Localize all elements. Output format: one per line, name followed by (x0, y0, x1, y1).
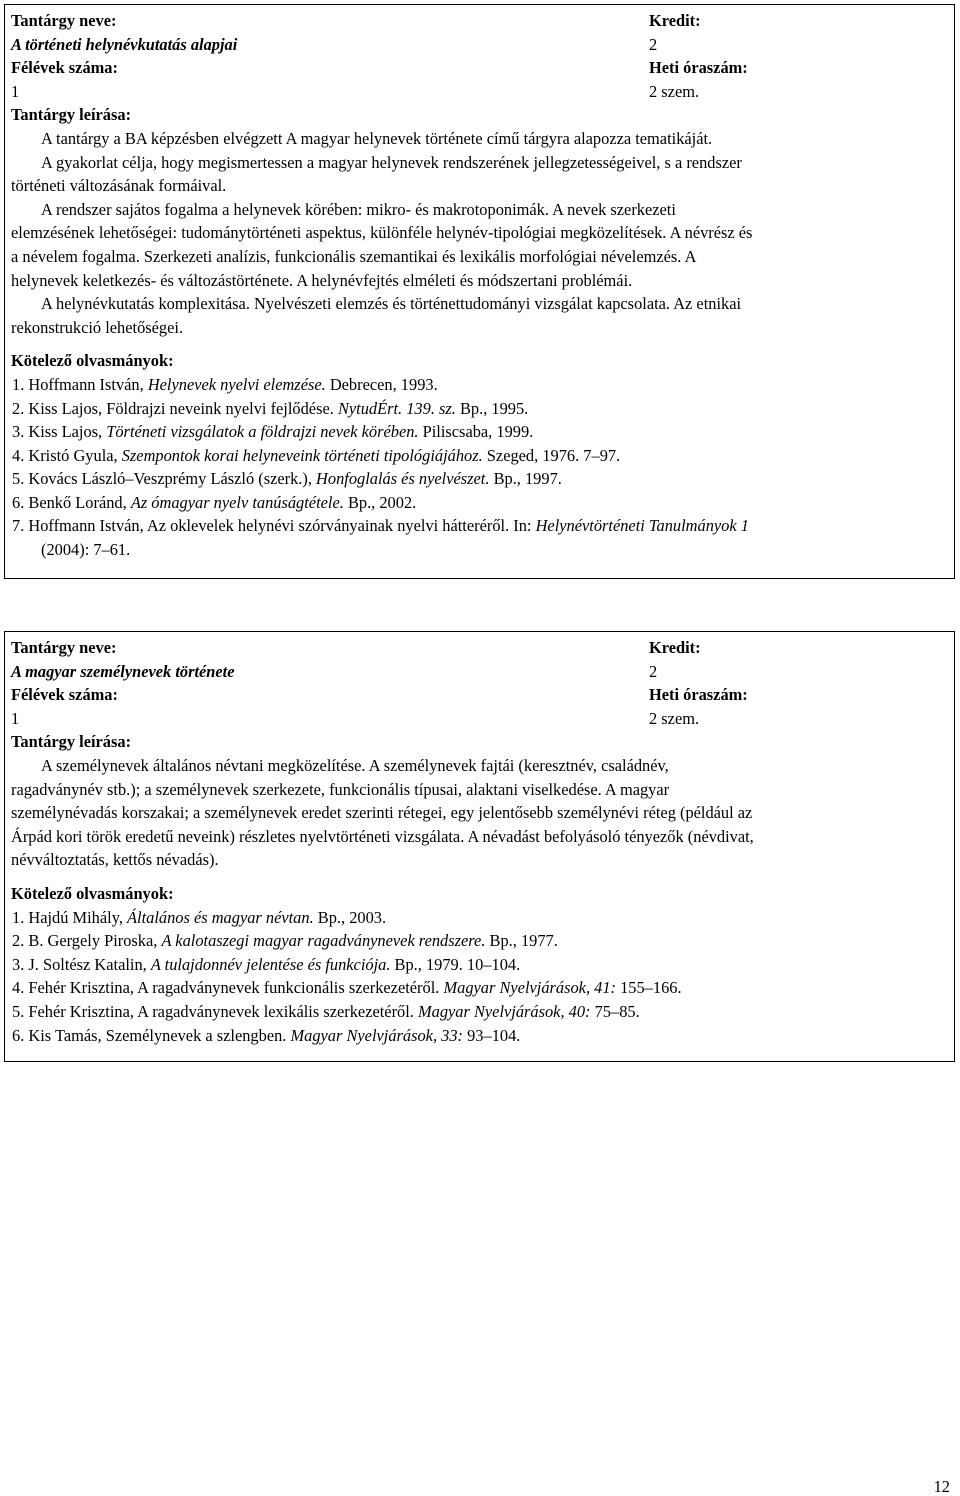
readings-label: Kötelező olvasmányok: (11, 351, 174, 371)
reading-item (11, 514, 948, 538)
reading-text: Szeged, 1976. 7–97. (482, 445, 621, 465)
reading-text: 3. Kiss Lajos, (12, 422, 107, 442)
reading-text: 1. Hoffmann István, (12, 374, 148, 394)
semester-label: Félévek száma: (11, 685, 118, 705)
description-line: Árpád kori török eredetű neveink) részletes nyelvtörténeti vizsgálata. A névadást befolyásoló tényezők (névdivat, (11, 826, 754, 846)
description-label: Tantárgy leírása: (11, 105, 132, 125)
reading-item (11, 976, 948, 1000)
reading-item (11, 420, 948, 444)
reading-text: Bp., 2002. (343, 492, 417, 512)
hours-value: 2 szem. (649, 708, 700, 728)
reading-text: (2004): 7–61. (41, 540, 131, 560)
readings-label: Kötelező olvasmányok: (11, 883, 174, 903)
course-name-label: Tantárgy neve: (11, 11, 117, 30)
description-line: elemzésének lehetőségei: tudománytörténeti aspektus, különféle helynév-tipológiai megközelítések. A névrész és (11, 223, 753, 243)
reading-text: 1. Hajdú Mihály, (12, 907, 128, 927)
course-name: A magyar személynevek története (11, 661, 235, 681)
reading-text: Bp., 1979. 10–104. (390, 954, 521, 974)
reading-item (11, 953, 948, 977)
reading-item (11, 373, 948, 397)
reading-text: Debrecen, 1993. (325, 374, 438, 394)
reading-text: Bp., 1977. (485, 931, 558, 951)
reading-text: 3. J. Soltész Katalin, (12, 954, 151, 974)
reading-title: Általános és magyar névtan. (127, 907, 314, 927)
course-box-2 (4, 631, 955, 1062)
reading-text: 2. Kiss Lajos, Földrajzi neveink nyelvi fejlődése. (12, 398, 338, 418)
hours-label: Heti óraszám: (649, 58, 748, 78)
course-name: A történeti helynévkutatás alapjai (11, 34, 238, 54)
reading-text: 6. Kis Tamás, Személynevek a szlengben. (12, 1025, 291, 1045)
reading-text: Bp., 2003. (313, 907, 387, 927)
credit-column (649, 636, 949, 730)
reading-text: 4. Kristó Gyula, (12, 445, 122, 465)
reading-text: 2. B. Gergely Piroska, (12, 931, 162, 951)
description-line: A rendszer sajátos fogalma a helynevek körében: mikro- és makrotoponimák. A nevek szerkezeti (41, 199, 676, 219)
reading-title: Helynévtörténeti Tanulmányok 1 (535, 516, 749, 536)
description-line: történeti változásának formáival. (11, 176, 227, 196)
reading-text: Piliscsaba, 1999. (418, 422, 534, 442)
semester-value: 1 (11, 81, 20, 101)
reading-title: Helynevek nyelvi elemzése. (147, 374, 326, 394)
reading-text: 93–104. (463, 1025, 521, 1045)
reading-title: A tulajdonnév jelentése és funkciója. (150, 954, 391, 974)
reading-title: NytudÉrt. 139. sz. (337, 398, 456, 418)
reading-title: Magyar Nyelvjárások, 33: (290, 1025, 464, 1045)
description-line: helynevek keletkezés- és változástörténete. A helynévfejtés elméleti és módszertani problémái. (11, 270, 633, 290)
reading-text: Bp., 1997. (489, 469, 562, 489)
readings-list (11, 373, 948, 562)
reading-item (11, 1000, 948, 1024)
description-line: ragadványnév stb.); a személynevek szerkezete, funkcionális típusai, alaktani viselkedése. A magyar (11, 779, 670, 799)
reading-item (11, 906, 948, 930)
credit-label: Kredit: (649, 638, 701, 657)
reading-text: 155–166. (616, 978, 682, 998)
credit-value: 2 (649, 34, 658, 54)
reading-item (11, 538, 948, 562)
description-line: névváltoztatás, kettős névadás). (11, 850, 219, 870)
reading-text: 7. Hoffmann István, Az oklevelek helynévi szórványainak nyelvi hátteréről. In: (12, 516, 536, 536)
description-line: A helynévkutatás komplexitása. Nyelvészeti elemzés és történettudományi vizsgálat kapcsolata. Az etnikai (41, 294, 742, 314)
course-header (11, 636, 948, 730)
reading-title: Szempontok korai helyneveink történeti tipológiájához. (121, 445, 483, 465)
course-box-1 (4, 4, 955, 579)
description-line: rekonstrukció lehetőségei. (11, 317, 184, 337)
reading-title: Magyar Nyelvjárások, 41: (443, 978, 616, 998)
hours-label: Heti óraszám: (649, 685, 748, 705)
reading-text: 5. Fehér Krisztina, A ragadványnevek lexikális szerkezetéről. (12, 1001, 418, 1021)
course-name-label: Tantárgy neve: (11, 638, 117, 657)
description (11, 127, 948, 339)
reading-item (11, 1024, 948, 1048)
reading-text: Bp., 1995. (455, 398, 529, 418)
reading-text: 75–85. (590, 1001, 640, 1021)
description-label: Tantárgy leírása: (11, 732, 132, 752)
reading-title: Honfoglalás és nyelvészet. (316, 469, 490, 489)
credit-value: 2 (649, 661, 658, 681)
description-line: a névelem fogalma. Szerkezeti analízis, funkcionális szemantikai és lexikális morfológiai névelemzés. A (11, 246, 697, 266)
reading-title: Történeti vizsgálatok a földrajzi nevek körében. (106, 422, 419, 442)
reading-text: 5. Kovács László–Veszprémy László (szerk.), (12, 469, 317, 489)
credit-label: Kredit: (649, 11, 701, 30)
readings-list (11, 906, 948, 1048)
credit-column (649, 9, 949, 103)
course-header (11, 9, 948, 103)
reading-item (11, 444, 948, 468)
reading-item (11, 491, 948, 515)
description-line: A tantárgy a BA képzésben elvégzett A magyar helynevek története című tárgyra alapozza tematikáját. (41, 128, 713, 148)
reading-item (11, 397, 948, 421)
reading-text: 6. Benkő Loránd, (12, 492, 131, 512)
semester-label: Félévek száma: (11, 58, 118, 78)
description-line: A személynevek általános névtani megközelítése. A személynevek fajtái (keresztnév, családnév, (41, 755, 669, 775)
hours-value: 2 szem. (649, 81, 700, 101)
reading-title: Az ómagyar nyelv tanúságtétele. (130, 492, 344, 512)
semester-value: 1 (11, 708, 20, 728)
reading-item (11, 467, 948, 491)
reading-item (11, 929, 948, 953)
description-line: A gyakorlat célja, hogy megismertessen a magyar helynevek rendszerének jellegzetességeivel, s a rendszer (41, 152, 742, 172)
description (11, 754, 948, 872)
page-number: 12 (933, 1477, 950, 1496)
reading-text: 4. Fehér Krisztina, A ragadványnevek funkcionális szerkezetéről. (12, 978, 444, 998)
reading-title: Magyar Nyelvjárások, 40: (417, 1001, 591, 1021)
reading-title: A kalotaszegi magyar ragadványnevek rendszere. (161, 931, 486, 951)
description-line: személynévadás korszakai; a személynevek eredet szerinti rétegei, egy jelentősebb személynévi réteg (például az (11, 803, 753, 823)
